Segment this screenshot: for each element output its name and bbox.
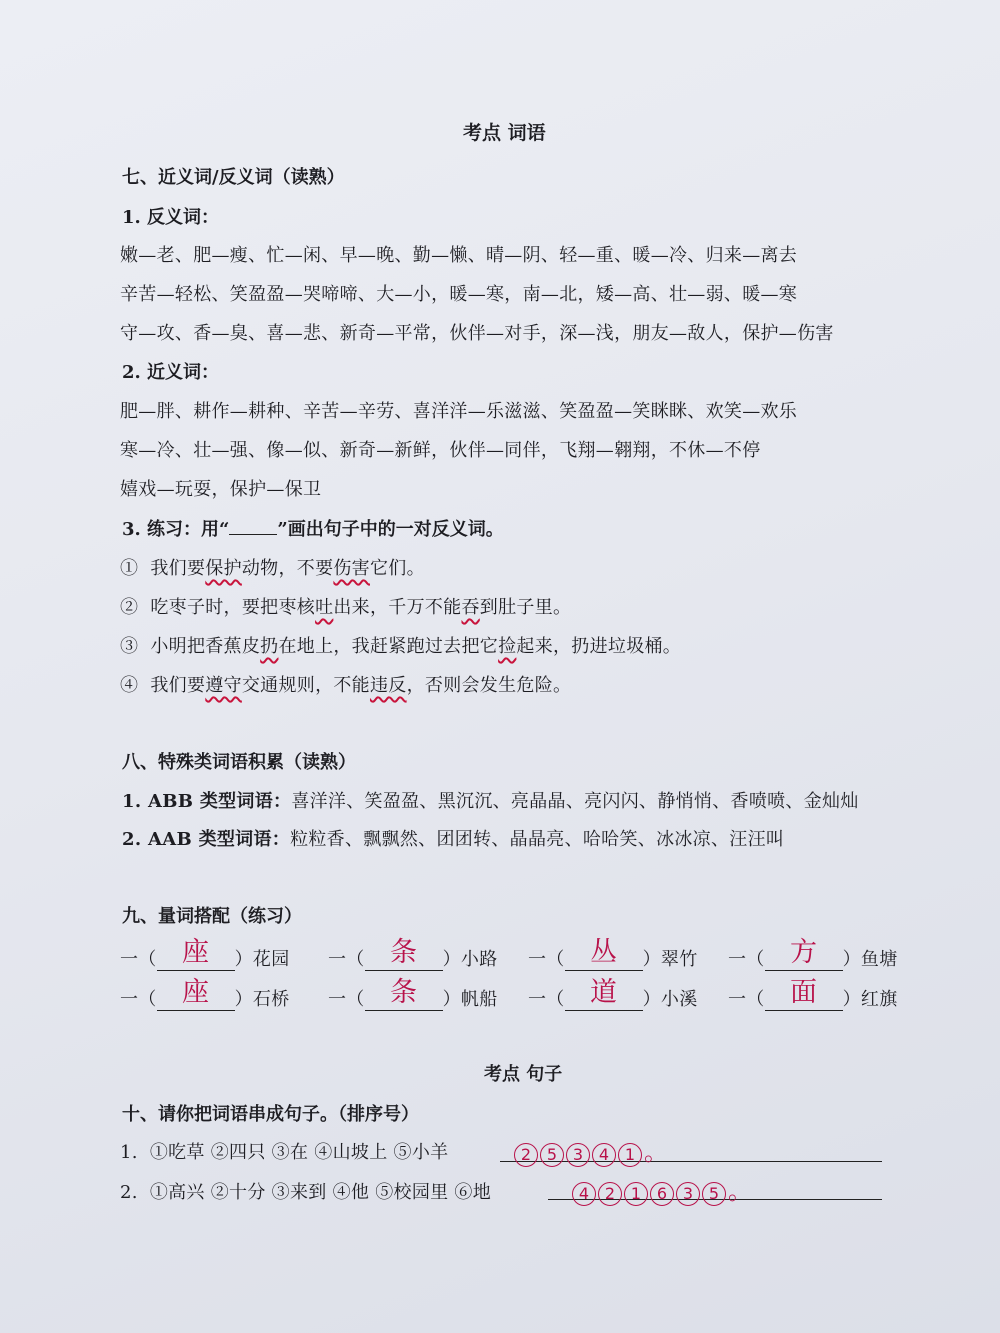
handwritten-order-1: 2 5 3 4 1 。 bbox=[514, 1132, 668, 1167]
sentence-2: ② 吃枣子时，要把枣核吐出来，千万不能吞到肚子里。 bbox=[120, 597, 572, 618]
abb-line: 1. ABB 类型词语：喜洋洋、笑盈盈、黑沉沉、亮晶晶、亮闪闪、静悄悄、香喷喷、金灿灿 bbox=[122, 791, 859, 812]
measure-word-item: 一（ 条 ）帆船 bbox=[328, 977, 498, 1010]
ordering-question-2: 2. ①高兴 ②十分 ③来到 ④他 ⑤校园里 ⑥地 bbox=[120, 1182, 492, 1203]
synonyms-label: 2. 近义词： bbox=[122, 362, 220, 383]
exercise-instruction: 3. 练习：用“ ”画出句子中的一对反义词。 bbox=[122, 519, 504, 540]
sentence-4: ④ 我们要遵守交通规则，不能违反，否则会发生危险。 bbox=[120, 675, 572, 696]
handwritten-answer: 条 bbox=[389, 937, 418, 968]
marked-word: 违反 bbox=[369, 675, 407, 696]
measure-word-item: 一（ 丛 ）翠竹 bbox=[528, 937, 698, 970]
handwritten-answer: 道 bbox=[589, 977, 618, 1008]
section8-heading: 八、特殊类词语积累（读熟） bbox=[122, 752, 356, 773]
marked-word: 遵守 bbox=[205, 675, 242, 696]
handwritten-answer: 丛 bbox=[589, 937, 618, 968]
marked-word: 捡 bbox=[498, 636, 517, 657]
page-title-words: 考点 词语 bbox=[463, 122, 546, 144]
antonyms-line-3: 守—攻、香—臭、喜—悲、新奇—平常，伙伴—对手，深—浅，朋友—敌人，保护—伤害 bbox=[120, 323, 834, 344]
handwritten-answer: 方 bbox=[789, 937, 818, 968]
aab-line: 2. AAB 类型词语：粒粒香、飘飘然、团团转、晶晶亮、哈哈笑、冰冰凉、汪汪叫 bbox=[122, 829, 785, 850]
handwritten-answer: 面 bbox=[789, 977, 818, 1008]
antonyms-line-1: 嫩—老、肥—瘦、忙—闲、早—晚、勤—懒、晴—阴、轻—重、暖—冷、归来—离去 bbox=[120, 245, 798, 266]
sentence-3: ③ 小明把香蕉皮扔在地上，我赶紧跑过去把它捡起来，扔进垃圾桶。 bbox=[120, 636, 682, 657]
measure-word-item: 一（ 座 ）石桥 bbox=[120, 977, 290, 1010]
section10-heading: 十、请你把词语串成句子。（排序号） bbox=[122, 1104, 419, 1125]
ordering-question-1: 1. ①吃草 ②四只 ③在 ④山坡上 ⑤小羊 bbox=[120, 1142, 449, 1163]
sentence-1: ① 我们要保护动物，不要伤害它们。 bbox=[120, 558, 425, 579]
handwritten-answer: 座 bbox=[181, 977, 210, 1008]
synonyms-line-3: 嬉戏—玩耍，保护—保卫 bbox=[120, 479, 322, 500]
handwritten-order-2: 4 2 1 6 3 5 。 bbox=[572, 1171, 752, 1206]
measure-word-item: 一（ 方 ）鱼塘 bbox=[728, 937, 898, 970]
page-title-sentences: 考点 句子 bbox=[484, 1064, 563, 1085]
measure-word-item: 一（ 条 ）小路 bbox=[328, 937, 498, 970]
blank-line-sample bbox=[229, 518, 277, 535]
marked-word: 吞 bbox=[461, 597, 480, 618]
section7-heading: 七、近义词/反义词（读熟） bbox=[122, 167, 345, 188]
antonyms-label: 1. 反义词： bbox=[122, 207, 220, 228]
measure-word-item: 一（ 座 ）花园 bbox=[120, 937, 290, 970]
antonyms-line-2: 辛苦—轻松、笑盈盈—哭啼啼、大—小，暖—寒，南—北，矮—高、壮—弱、暖—寒 bbox=[120, 284, 798, 305]
section9-heading: 九、量词搭配（练习） bbox=[122, 906, 302, 927]
marked-word: 扔 bbox=[260, 636, 279, 657]
synonyms-line-2: 寒—冷、壮—强、像—似、新奇—新鲜，伙伴—同伴，飞翔—翱翔，不休—不停 bbox=[120, 440, 761, 461]
marked-word: 伤害 bbox=[333, 558, 370, 579]
synonyms-line-1: 肥—胖、耕作—耕种、辛苦—辛劳、喜洋洋—乐滋滋、笑盈盈—笑眯眯、欢笑—欢乐 bbox=[120, 401, 798, 422]
handwritten-answer: 座 bbox=[181, 937, 210, 968]
measure-word-item: 一（ 面 ）红旗 bbox=[728, 977, 898, 1010]
marked-word: 保护 bbox=[205, 558, 242, 579]
handwritten-answer: 条 bbox=[389, 977, 418, 1008]
marked-word: 吐 bbox=[315, 597, 334, 618]
measure-word-item: 一（ 道 ）小溪 bbox=[528, 977, 698, 1010]
